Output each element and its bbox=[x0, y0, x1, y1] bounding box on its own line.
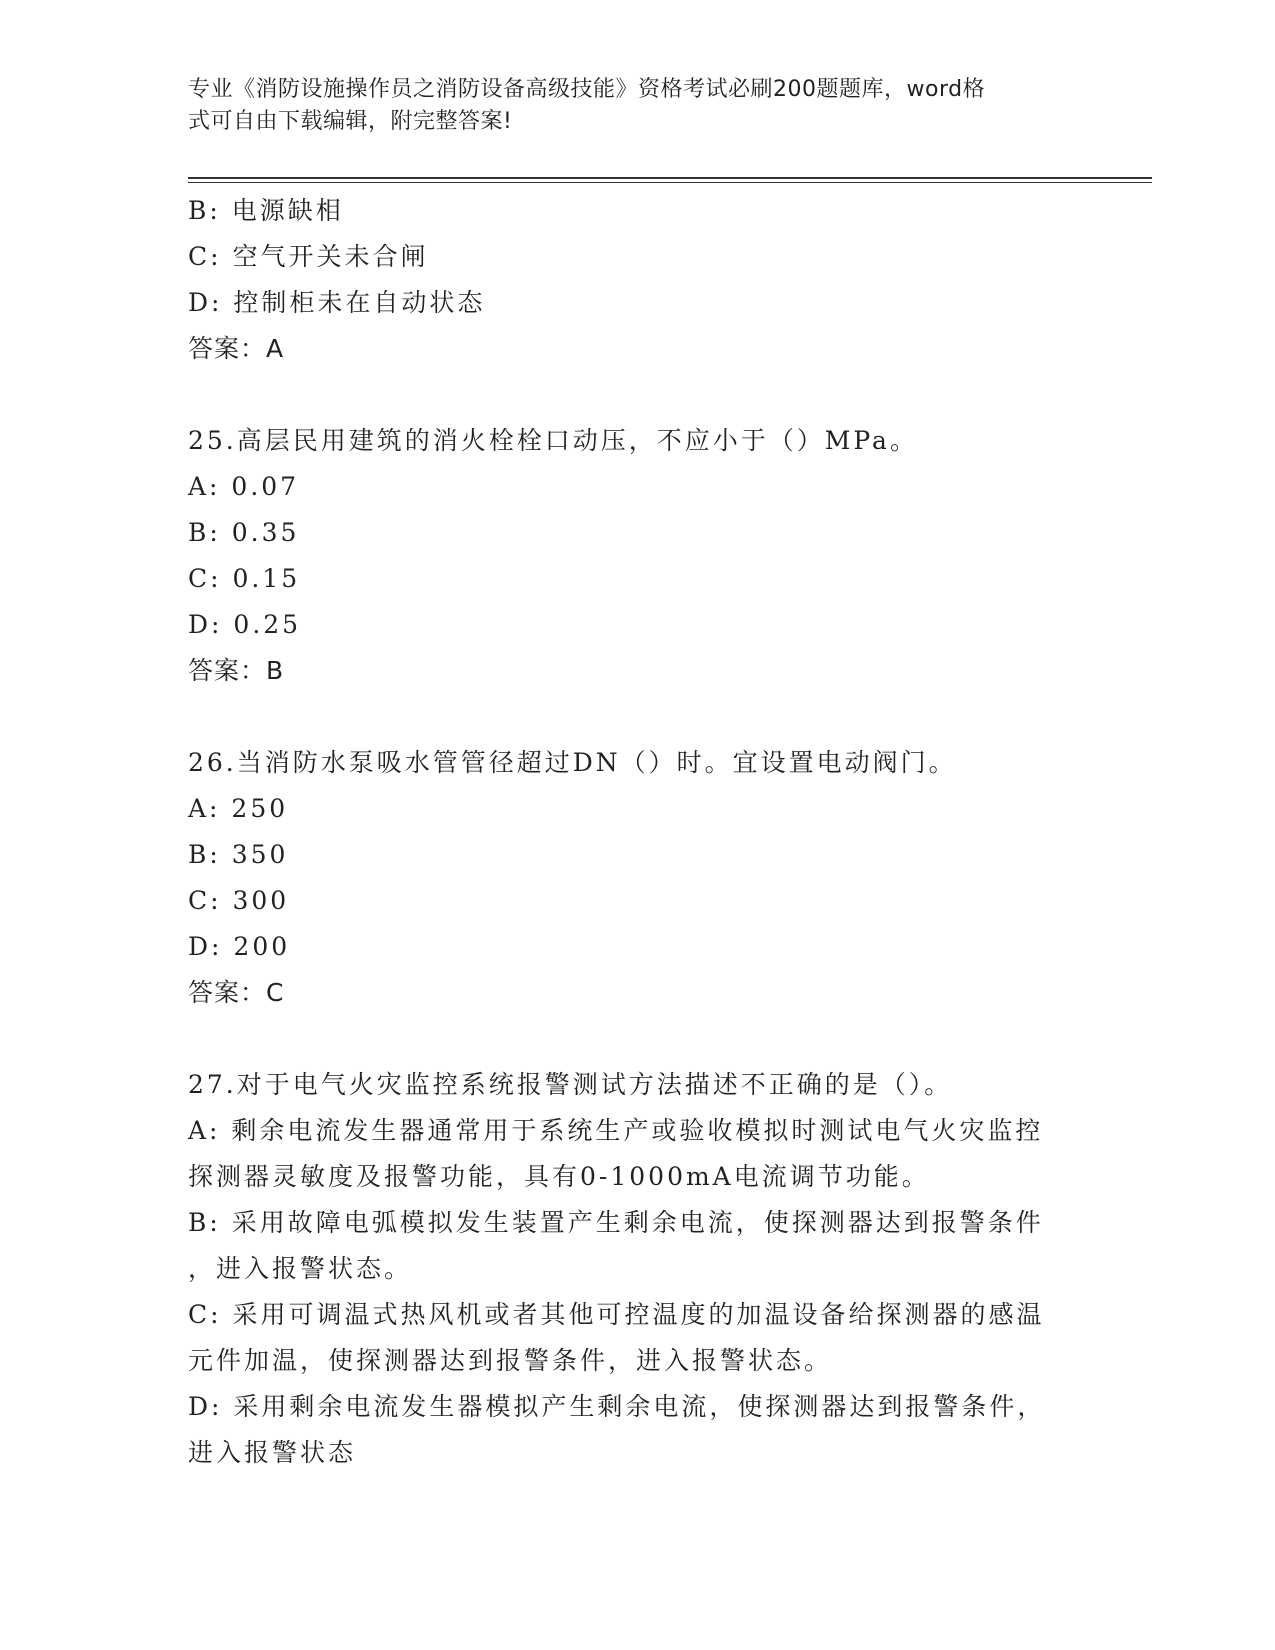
question-stem: 26.当消防水泵吸水管管径超过DN（）时。宜设置电动阀门。 bbox=[188, 748, 957, 777]
option-a: A: 250 bbox=[188, 794, 289, 823]
header-line-2: 式可自由下载编辑，附完整答案! bbox=[188, 109, 513, 134]
option-b: B: 电源缺相 bbox=[188, 196, 344, 225]
header-divider-thick bbox=[188, 177, 1152, 179]
spacer bbox=[188, 694, 1088, 740]
option-c: C: 空气开关未合闸 bbox=[188, 242, 429, 271]
header-line-1: 专业《消防设施操作员之消防设备高级技能》资格考试必刷200题题库，word格 bbox=[188, 77, 986, 102]
question-stem: 27.对于电气火灾监控系统报警测试方法描述不正确的是（）。 bbox=[188, 1070, 953, 1099]
option-b-line-2: ，进入报警状态。 bbox=[188, 1254, 413, 1283]
option-c-line-2: 元件加温，使探测器达到报警条件，进入报警状态。 bbox=[188, 1346, 833, 1375]
answer-label: 答案：C bbox=[188, 978, 285, 1007]
header-divider-thin bbox=[188, 182, 1152, 183]
option-a-line-2: 探测器灵敏度及报警功能，具有0-1000mA电流调节功能。 bbox=[188, 1162, 930, 1191]
option-b-line-1: B: 采用故障电弧模拟发生装置产生剩余电流，使探测器达到报警条件 bbox=[188, 1208, 1044, 1237]
question-stem: 25.高层民用建筑的消火栓栓口动压，不应小于（）MPa。 bbox=[188, 426, 918, 455]
option-c-line-1: C: 采用可调温式热风机或者其他可控温度的加温设备给探测器的感温 bbox=[188, 1300, 1045, 1329]
option-a: A: 0.07 bbox=[188, 472, 300, 501]
answer-label: 答案：B bbox=[188, 656, 285, 685]
question-content bbox=[188, 188, 1088, 1476]
option-b: B: 0.35 bbox=[188, 518, 300, 547]
option-c: C: 300 bbox=[188, 886, 290, 915]
spacer bbox=[188, 1016, 1088, 1062]
option-b: B: 350 bbox=[188, 840, 289, 869]
option-a-line-1: A: 剩余电流发生器通常用于系统生产或验收模拟时测试电气火灾监控 bbox=[188, 1116, 1044, 1145]
option-d: D: 0.25 bbox=[188, 610, 302, 639]
option-d: D: 200 bbox=[188, 932, 291, 961]
option-d: D: 控制柜未在自动状态 bbox=[188, 288, 486, 317]
spacer bbox=[188, 372, 1088, 418]
option-c: C: 0.15 bbox=[188, 564, 301, 593]
question-26 bbox=[188, 740, 1088, 1016]
page-header bbox=[188, 74, 1068, 138]
answer-label: 答案：A bbox=[188, 334, 285, 363]
question-25 bbox=[188, 418, 1088, 694]
question-27 bbox=[188, 1062, 1088, 1476]
question-24-tail bbox=[188, 188, 1088, 372]
option-d-line-1: D: 采用剩余电流发生器模拟产生剩余电流，使探测器达到报警条件， bbox=[188, 1392, 1046, 1421]
option-d-line-2: 进入报警状态 bbox=[188, 1438, 357, 1467]
